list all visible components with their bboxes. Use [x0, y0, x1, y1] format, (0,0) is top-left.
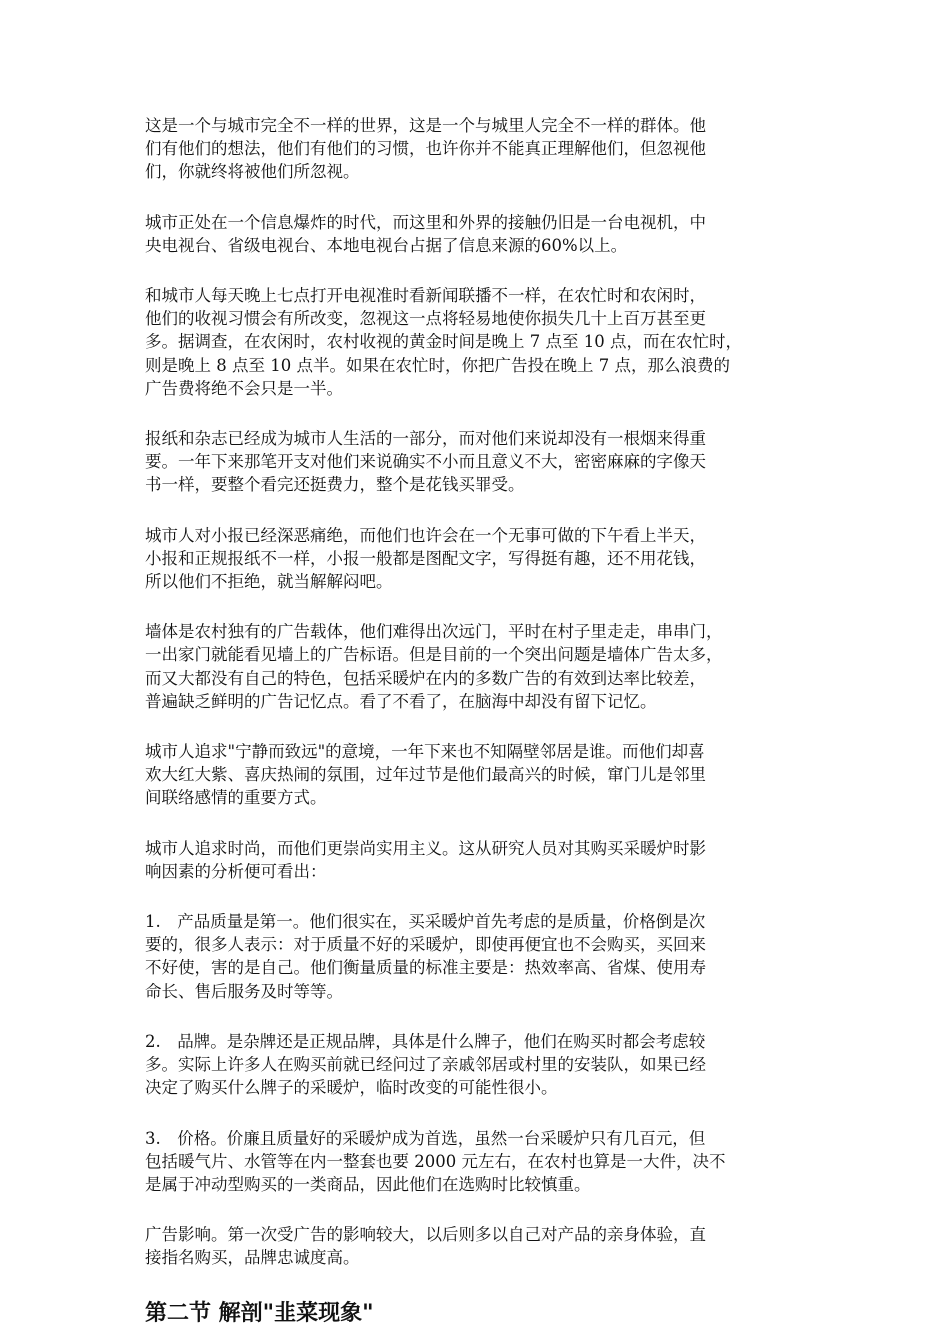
paragraph-1: 这是一个与城市完全不一样的世界，这是一个与城里人完全不一样的群体。他 们有他们的想法，他们有他们的习惯，也许你并不能真正理解他们，但忽视他 们，你就终将被他们所忽视。 — [145, 116, 706, 182]
paragraph-ad-influence: 广告影响。第一次受广告的影响较大，以后则多以自己对产品的亲身体验，直 接指名购买，品牌忠诚度高。 — [145, 1225, 706, 1268]
paragraph-3: 和城市人每天晚上七点打开电视准时看新闻联播不一样，在农忙时和农闲时， 他们的收视习惯会有所改变，忽视这一点将轻易地使你损失几十上百万甚至更 多。据调查，在农闲时，农村收视的黄金时间是晚上 7 点至 10 点，而在农忙时， 则是晚上 8 点至 10 点半。如果在农忙时，你把广告投在晚上 7 点，那么浪费的 广告费将绝不会只是一半。 — [145, 286, 742, 398]
list-item-quality: 1. 产品质量是第一。他们很实在，买采暖炉首先考虑的是质量，价格倒是次 要的，很多人表示：对于质量不好的采暖炉，即使再便宜也不会购买，买回来 不好使，害的是自己。他们衡量质量的标准主要是：热效率高、省煤、使用寿 命长、售后服务及时等等。 — [145, 912, 706, 1001]
list-item-brand: 2. 品牌。是杂牌还是正规品牌，具体是什么牌子，他们在购买时都会考虑较 多。实际上许多人在购买前就已经问过了亲戚邻居或村里的安装队，如果已经 决定了购买什么牌子的采暖炉，临时改变的可能性很小。 — [145, 1031, 706, 1098]
paragraph-2: 城市正处在一个信息爆炸的时代，而这里和外界的接触仍旧是一台电视机，中 央电视台、省级电视台、本地电视台占据了信息来源的60%以上。 — [145, 212, 706, 255]
paragraph-5: 城市人对小报已经深恶痛绝，而他们也许会在一个无事可做的下午看上半天， 小报和正规报纸不一样，小报一般都是图配文字，写得挺有趣，还不用花钱， 所以他们不拒绝，就当解解闷吧。 — [145, 525, 706, 592]
paragraph-4: 报纸和杂志已经成为城市人生活的一部分，而对他们来说却没有一根烟来得重 要。一年下来那笔开支对他们来说确实不小而且意义不大，密密麻麻的字像天 书一样，要整个看完还挺费力，整个是花钱买罪受。 — [145, 429, 706, 495]
list-item-price: 3. 价格。价廉且质量好的采暖炉成为首选，虽然一台采暖炉只有几百元，但 包括暖气片、水管等在内一整套也要 2000 元左右，在农村也算是一大件，决不 是属于冲动型购买的一类商品，因此他们在选购时比较慎重。 — [145, 1128, 726, 1194]
section-heading: 第二节 解剖"韭菜现象" — [145, 1300, 374, 1326]
paragraph-8: 城市人追求时尚，而他们更崇尚实用主义。这从研究人员对其购买采暖炉时影 响因素的分析便可看出： — [145, 838, 706, 881]
paragraph-7: 城市人追求"宁静而致远"的意境，一年下来也不知隔壁邻居是谁。而他们却喜 欢大红大紫、喜庆热闹的氛围，过年过节是他们最高兴的时候，窜门儿是邻里 间联络感情的重要方式。 — [145, 742, 706, 808]
document-page — [145, 114, 810, 1329]
paragraph-6: 墙体是农村独有的广告载体，他们难得出次远门，平时在村子里走走，串串门， 一出家门就能看见墙上的广告标语。但是目前的一个突出问题是墙体广告太多， 而又大都没有自己的特色，包括采暖炉在内的多数广告的有效到达率比较差， 普遍缺乏鲜明的广告记忆点。看了不看了，在脑海中却没有留下记忆。 — [145, 622, 723, 711]
